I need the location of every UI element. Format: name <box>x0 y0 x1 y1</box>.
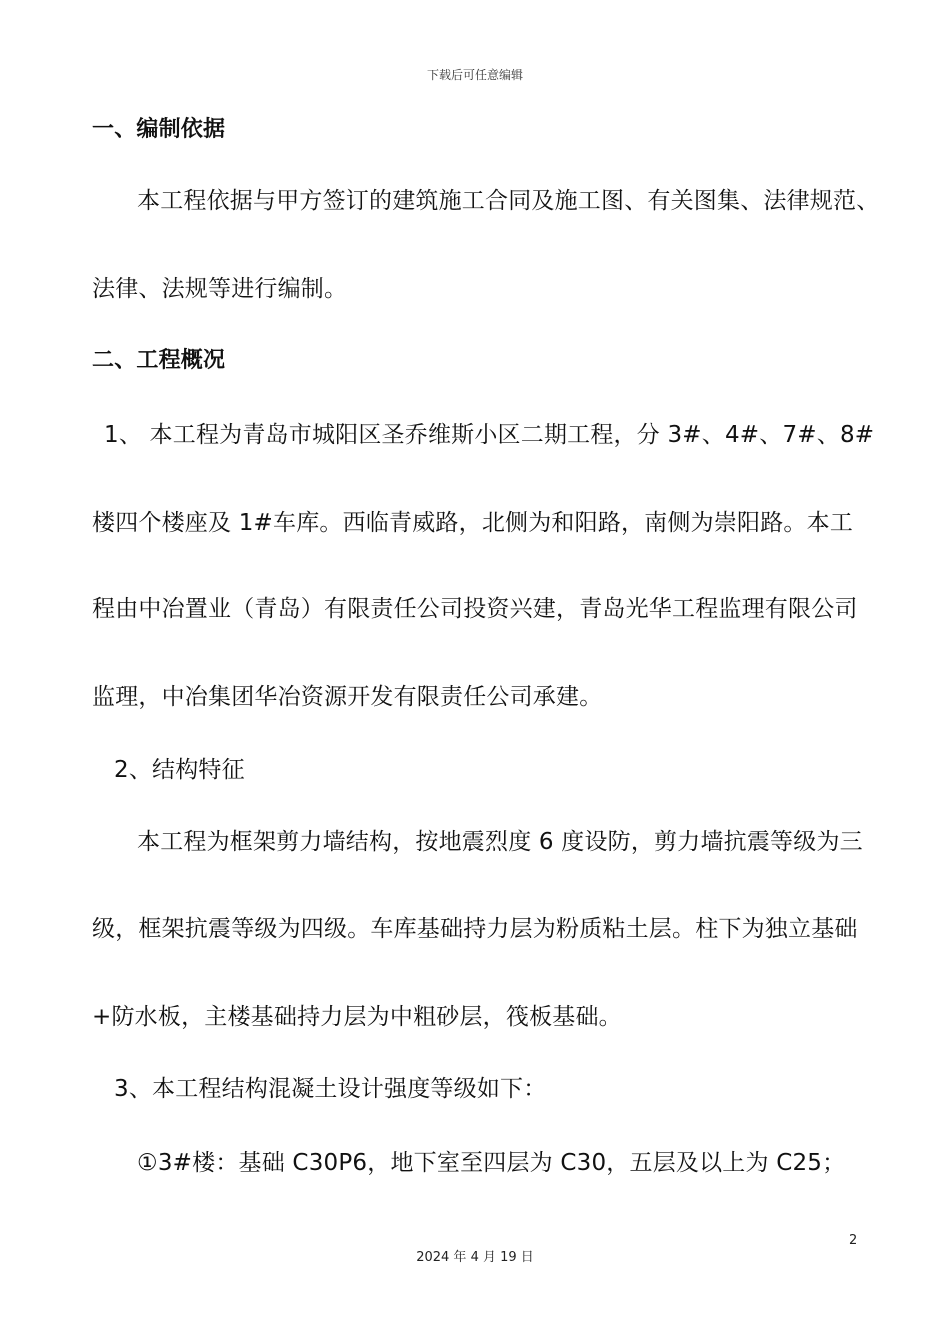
paragraph-line: 1、 本工程为青岛市城阳区圣乔维斯小区二期工程，分 3#、4#、7#、8# <box>104 422 875 448</box>
footer-date: 2024 年 4 月 19 日 <box>416 1250 534 1265</box>
paragraph-line: +防水板，主楼基础持力层为中粗砂层，筏板基础。 <box>92 1004 622 1030</box>
paragraph-line: 法律、法规等进行编制。 <box>92 276 348 302</box>
section-heading-basis: 一、编制依据 <box>92 117 226 142</box>
section-heading-overview: 二、工程概况 <box>92 348 226 373</box>
header-note: 下载后可任意编辑 <box>426 68 523 82</box>
page-number: 2 <box>849 1233 858 1248</box>
paragraph-line: 监理，中冶集团华冶资源开发有限责任公司承建。 <box>92 684 603 710</box>
paragraph-line: 程由中冶置业（青岛）有限责任公司投资兴建，青岛光华工程监理有限公司 <box>92 596 858 622</box>
paragraph-line: 级，框架抗震等级为四级。车库基础持力层为粉质粘土层。柱下为独立基础 <box>92 916 858 942</box>
paragraph-line: 本工程依据与甲方签订的建筑施工合同及施工图、有关图集、法律规范、 <box>137 188 880 214</box>
list-item: ①3#楼：基础 C30P6，地下室至四层为 C30，五层及以上为 C25； <box>137 1150 846 1176</box>
paragraph-line: 本工程为框架剪力墙结构，按地震烈度 6 度设防，剪力墙抗震等级为三 <box>137 829 863 855</box>
paragraph-line: 楼四个楼座及 1#车库。西临青威路，北侧为和阳路，南侧为崇阳路。本工 <box>92 510 854 536</box>
subheading-structure: 2、结构特征 <box>114 757 245 783</box>
subheading-concrete-grades: 3、本工程结构混凝土设计强度等级如下： <box>114 1076 547 1102</box>
